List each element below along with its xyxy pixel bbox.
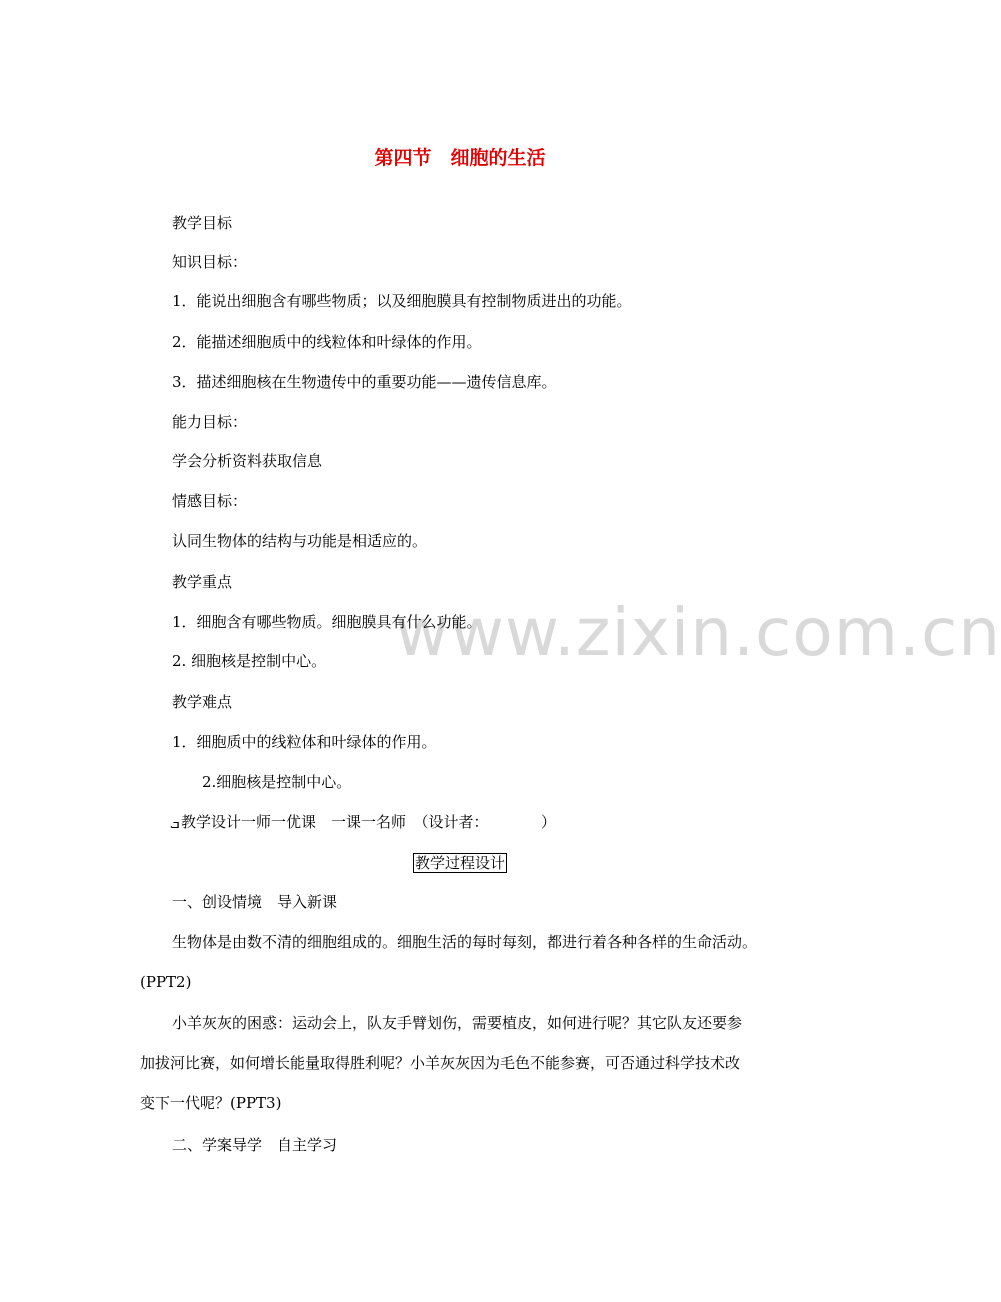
anchor-mark-icon: ܒ [170,816,180,832]
difficulty-1: 1．细胞质中的线粒体和叶绿体的作用。 [172,733,437,751]
emotion-item: 认同生物体的结构与功能是相适应的。 [172,532,428,550]
document-title: 第四节 细胞的生活 [374,147,546,169]
paragraph-story-line-1: 小羊灰灰的困惑：运动会上，队友手臂划伤，需要植皮，如何进行呢？其它队友还要参 [172,1014,743,1032]
process-design-heading: 教学过程设计 [414,854,505,872]
key-point-1: 1．细胞含有哪些物质。细胞膜具有什么功能。 [172,613,482,631]
subheading-ability: 能力目标： [172,413,248,431]
section-heading-objectives: 教学目标 [172,214,233,232]
section-heading-key-points: 教学重点 [172,573,233,591]
knowledge-item-1: 1．能说出细胞含有哪些物质；以及细胞膜具有控制物质进出的功能。 [172,292,632,310]
step-two-heading: 二、学案导学 自主学习 [172,1136,338,1154]
watermark: www.zixin.com.cn [395,594,1001,671]
subheading-emotion: 情感目标： [172,492,248,510]
key-point-2: 2. 细胞核是控制中心。 [172,652,327,670]
knowledge-item-2: 2．能描述细胞质中的线粒体和叶绿体的作用。 [172,333,482,351]
paragraph-story-line-2: 加拔河比赛，如何增长能量取得胜利呢？小羊灰灰因为毛色不能参赛，可否通过科学技术改 [140,1054,741,1072]
difficulty-2: 2.细胞核是控制中心。 [202,773,352,791]
paragraph-intro-ref: (PPT2) [140,973,192,991]
process-design-heading-wrap [0,853,920,873]
paragraph-intro: 生物体是由数不清的细胞组成的。细胞生活的每时每刻，都进行着各种各样的生命活动。 [172,933,758,951]
design-credit-line: 教学设计一师一优课 一课一名师 （设计者： ） [181,813,557,831]
ability-item: 学会分析资料获取信息 [172,452,323,470]
section-heading-difficulties: 教学难点 [172,693,233,711]
step-one-heading: 一、创设情境 导入新课 [172,893,338,911]
knowledge-item-3: 3．描述细胞核在生物遗传中的重要功能——遗传信息库。 [172,373,557,391]
paragraph-story-line-3: 变下一代呢？(PPT3) [140,1094,282,1112]
subheading-knowledge: 知识目标： [172,253,248,271]
